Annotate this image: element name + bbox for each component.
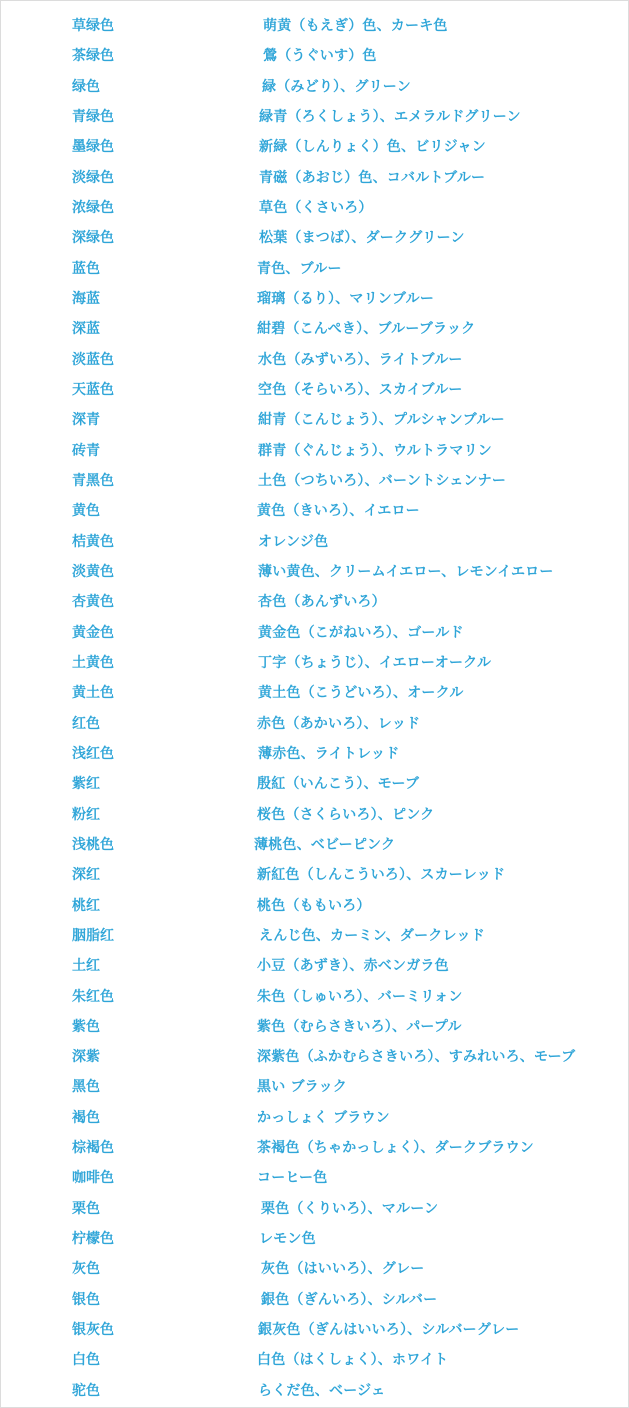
chinese-color-name: 绿色 bbox=[72, 78, 100, 95]
japanese-color-name: 薄い黄色、クリームイエロー、レモンイエロー bbox=[258, 563, 554, 580]
chinese-color-name: 黑色 bbox=[72, 1079, 100, 1096]
japanese-color-name: 小豆（あずき）、赤ベンガラ色 bbox=[257, 958, 449, 975]
japanese-color-name: 殷紅（いんこう）、モーブ bbox=[257, 776, 420, 793]
japanese-color-name: 松葉（まつば）、ダークグリーン bbox=[259, 230, 465, 247]
table-row bbox=[1, 345, 628, 375]
chinese-color-name: 杏黄色 bbox=[72, 594, 114, 611]
table-row bbox=[1, 314, 628, 344]
table-row bbox=[1, 1133, 628, 1163]
chinese-color-name: 土黄色 bbox=[72, 654, 114, 671]
table-row bbox=[1, 102, 628, 132]
chinese-color-name: 桃红 bbox=[72, 897, 100, 914]
table-row bbox=[1, 921, 628, 951]
japanese-color-name: 栗色（くりいろ）、マルーン bbox=[261, 1200, 439, 1217]
chinese-color-name: 浅红色 bbox=[72, 745, 114, 762]
chinese-color-name: 胭脂红 bbox=[72, 927, 114, 944]
chinese-color-name: 紫色 bbox=[72, 1018, 100, 1035]
japanese-color-name: 新緑（しんりょく）色、ビリジャン bbox=[259, 139, 486, 156]
glossary-rows bbox=[1, 11, 628, 1406]
japanese-color-name: えんじ色、カーミン、ダークレッド bbox=[259, 927, 485, 944]
chinese-color-name: 紫红 bbox=[72, 776, 100, 793]
chinese-color-name: 淡蓝色 bbox=[72, 351, 114, 368]
japanese-color-name: コーヒー色 bbox=[257, 1170, 328, 1187]
table-row bbox=[1, 1163, 628, 1193]
chinese-color-name: 咖啡色 bbox=[72, 1170, 114, 1187]
chinese-color-name: 茶绿色 bbox=[72, 48, 114, 65]
japanese-color-name: オレンジ色 bbox=[258, 533, 329, 550]
chinese-color-name: 黄色 bbox=[72, 503, 100, 520]
japanese-color-name: 茶褐色（ちゃかっしょく）、ダークブラウン bbox=[257, 1140, 534, 1157]
chinese-color-name: 黄土色 bbox=[72, 685, 114, 702]
japanese-color-name: 瑠璃（るり）、マリンブルー bbox=[257, 290, 435, 307]
table-row bbox=[1, 709, 628, 739]
table-row bbox=[1, 254, 628, 284]
japanese-color-name: 空色（そらいろ）、スカイブルー bbox=[258, 381, 463, 398]
japanese-color-name: 薄桃色、ベビーピンク bbox=[254, 836, 396, 853]
chinese-color-name: 浓绿色 bbox=[72, 199, 114, 216]
table-row bbox=[1, 72, 628, 102]
japanese-color-name: 萌黄（もえぎ）色、カーキ色 bbox=[263, 18, 448, 34]
chinese-color-name: 柠檬色 bbox=[72, 1231, 114, 1248]
japanese-color-name: 紺碧（こんぺき）、ブルーブラック bbox=[257, 321, 476, 338]
japanese-color-name: 銀灰色（ぎんはいいろ）、シルバーグレー bbox=[258, 1322, 520, 1339]
chinese-color-name: 深青 bbox=[72, 412, 100, 429]
japanese-color-name: 桃色（ももいろ） bbox=[257, 897, 371, 914]
table-row bbox=[1, 648, 628, 678]
japanese-color-name: 灰色（はいいろ）、グレー bbox=[261, 1261, 425, 1278]
japanese-color-name: 桜色（さくらいろ）、ピンク bbox=[257, 806, 435, 823]
japanese-color-name: 銀色（ぎんいろ）、シルバー bbox=[261, 1291, 438, 1308]
japanese-color-name: 杏色（あんずいろ） bbox=[258, 594, 386, 611]
japanese-color-name: 土色（つちいろ）、バーントシェンナー bbox=[258, 472, 507, 489]
table-row bbox=[1, 223, 628, 253]
japanese-color-name: 水色（みずいろ）、ライトブルー bbox=[258, 351, 463, 368]
chinese-color-name: 海蓝 bbox=[72, 290, 100, 307]
japanese-color-name: 丁字（ちょうじ）、イエローオークル bbox=[258, 654, 492, 671]
japanese-color-name: 群青（ぐんじょう）、ウルトラマリン bbox=[258, 442, 492, 459]
table-row bbox=[1, 1103, 628, 1133]
table-row bbox=[1, 951, 628, 981]
table-row bbox=[1, 405, 628, 435]
chinese-color-name: 草绿色 bbox=[72, 18, 114, 34]
table-row bbox=[1, 1254, 628, 1284]
table-row bbox=[1, 1376, 628, 1406]
table-row bbox=[1, 739, 628, 769]
chinese-color-name: 浅桃色 bbox=[72, 836, 114, 853]
table-row bbox=[1, 769, 628, 799]
japanese-color-name: 赤色（あかいろ）、レッド bbox=[257, 715, 421, 732]
table-row bbox=[1, 193, 628, 223]
japanese-color-name: かっしょく ブラウン bbox=[257, 1109, 390, 1126]
chinese-color-name: 蓝色 bbox=[72, 260, 100, 277]
japanese-color-name: 新紅色（しんこういろ）、スカーレッド bbox=[257, 867, 506, 884]
japanese-color-name: 鶯（うぐいす）色 bbox=[263, 48, 377, 65]
chinese-color-name: 青黑色 bbox=[72, 472, 114, 489]
chinese-color-name: 驼色 bbox=[72, 1382, 100, 1399]
table-row bbox=[1, 496, 628, 526]
chinese-color-name: 天蓝色 bbox=[72, 381, 114, 398]
chinese-color-name: 土红 bbox=[72, 958, 100, 975]
chinese-color-name: 深紫 bbox=[72, 1049, 100, 1066]
japanese-color-name: 朱色（しゅいろ）、バーミリォン bbox=[257, 988, 463, 1005]
table-row bbox=[1, 1072, 628, 1102]
chinese-color-name: 青绿色 bbox=[72, 108, 114, 125]
table-row bbox=[1, 466, 628, 496]
japanese-color-name: 緑青（ろくしょう）、エメラルドグリーン bbox=[259, 108, 521, 125]
table-row bbox=[1, 800, 628, 830]
table-row bbox=[1, 678, 628, 708]
table-row bbox=[1, 982, 628, 1012]
chinese-color-name: 深蓝 bbox=[72, 321, 100, 338]
japanese-color-name: らくだ色、ベージェ bbox=[258, 1382, 386, 1399]
table-row bbox=[1, 1012, 628, 1042]
japanese-color-name: 薄赤色、ライトレッド bbox=[258, 745, 400, 762]
chinese-color-name: 银灰色 bbox=[72, 1322, 114, 1339]
japanese-color-name: 黄色（きいろ）、イエロー bbox=[257, 503, 420, 520]
table-row bbox=[1, 557, 628, 587]
japanese-color-name: 黒い ブラック bbox=[257, 1079, 347, 1096]
table-row bbox=[1, 587, 628, 617]
table-row bbox=[1, 860, 628, 890]
table-row bbox=[1, 132, 628, 162]
chinese-color-name: 黄金色 bbox=[72, 624, 114, 641]
table-row bbox=[1, 1042, 628, 1072]
table-row bbox=[1, 527, 628, 557]
chinese-color-name: 深绿色 bbox=[72, 230, 114, 247]
chinese-color-name: 白色 bbox=[72, 1352, 100, 1369]
table-row bbox=[1, 11, 628, 41]
chinese-color-name: 朱红色 bbox=[72, 988, 114, 1005]
table-row bbox=[1, 1194, 628, 1224]
japanese-color-name: 青磁（あおじ）色、コバルトブルー bbox=[259, 169, 486, 186]
chinese-color-name: 褐色 bbox=[72, 1109, 100, 1126]
chinese-color-name: 桔黄色 bbox=[72, 533, 114, 550]
chinese-color-name: 砖青 bbox=[72, 442, 100, 459]
chinese-color-name: 深红 bbox=[72, 867, 100, 884]
table-row bbox=[1, 1315, 628, 1345]
japanese-color-name: 黄金色（こがねいろ）、ゴールド bbox=[258, 624, 464, 641]
chinese-color-name: 红色 bbox=[72, 715, 100, 732]
chinese-color-name: 栗色 bbox=[72, 1200, 100, 1217]
table-row bbox=[1, 618, 628, 648]
table-row bbox=[1, 1345, 628, 1375]
table-row bbox=[1, 41, 628, 71]
japanese-color-name: 紫色（むらさきいろ）、パープル bbox=[257, 1018, 462, 1035]
japanese-color-name: 白色（はくしょく）、ホワイト bbox=[257, 1352, 449, 1369]
chinese-color-name: 粉红 bbox=[72, 806, 100, 823]
table-row bbox=[1, 436, 628, 466]
table-row bbox=[1, 1224, 628, 1254]
chinese-color-name: 淡绿色 bbox=[72, 169, 114, 186]
japanese-color-name: 青色、ブルー bbox=[257, 260, 342, 277]
table-row bbox=[1, 163, 628, 193]
table-row bbox=[1, 375, 628, 405]
table-row bbox=[1, 891, 628, 921]
table-row bbox=[1, 830, 628, 860]
chinese-color-name: 棕褐色 bbox=[72, 1140, 114, 1157]
japanese-color-name: 黄土色（こうどいろ）、オークル bbox=[258, 685, 464, 702]
japanese-color-name: 深紫色（ふかむらさきいろ）、すみれいろ、モーブ bbox=[257, 1049, 576, 1066]
chinese-color-name: 墨绿色 bbox=[72, 139, 114, 156]
chinese-color-name: 银色 bbox=[72, 1291, 100, 1308]
table-row bbox=[1, 284, 628, 314]
chinese-color-name: 淡黄色 bbox=[72, 563, 114, 580]
chinese-color-name: 灰色 bbox=[72, 1261, 100, 1278]
japanese-color-name: 緑（みどり）、グリーン bbox=[262, 78, 411, 95]
table-row bbox=[1, 1285, 628, 1315]
japanese-color-name: 紺青（こんじょう）、プルシャンブルー bbox=[258, 412, 505, 429]
japanese-color-name: レモン色 bbox=[259, 1231, 316, 1248]
japanese-color-name: 草色（くさいろ） bbox=[259, 199, 373, 216]
